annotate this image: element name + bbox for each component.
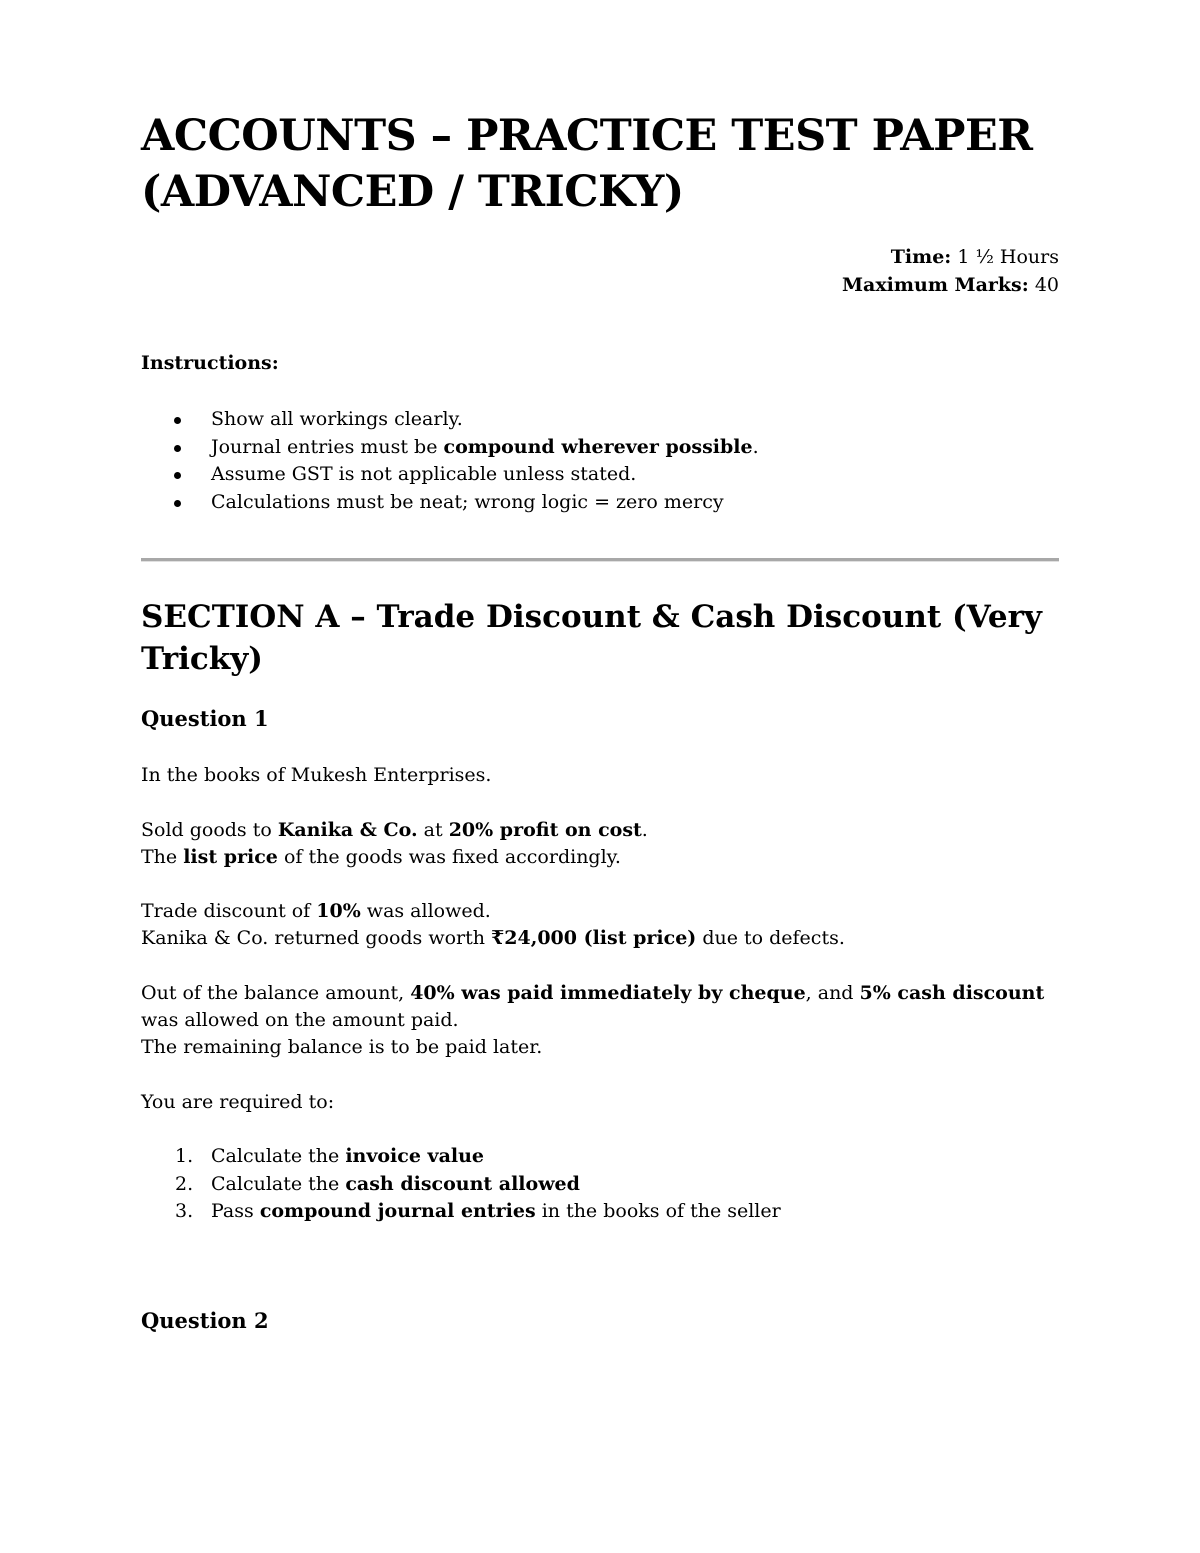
requirement-item: 2. Calculate the cash discount allowed	[175, 1172, 580, 1195]
instruction-item: Assume GST is not applicable unless stated.	[141, 461, 759, 489]
bullet-icon	[174, 500, 181, 507]
exam-meta	[842, 243, 1059, 299]
time-label: Time:	[890, 246, 952, 268]
instruction-item: Journal entries must be compound wherever possible.	[141, 434, 759, 462]
question-1-paragraph-3: Trade discount of 10% was allowed. Kanika & Co. returned goods worth ₹24,000 (list price) due to defects.	[141, 900, 845, 949]
page-title	[141, 108, 1059, 220]
question-1-paragraph-4: Out of the balance amount, 40% was paid immediately by cheque, and 5% cash discount was allowed on the amount paid. The remaining balance is to be paid later.	[141, 982, 1045, 1058]
requirements-list	[141, 1143, 781, 1226]
marks-label: Maximum Marks:	[842, 274, 1029, 296]
requirement-item: 1. Calculate the invoice value	[175, 1145, 485, 1167]
section-a-title: SECTION A – Trade Discount & Cash Discount (Very Tricky)	[141, 599, 1042, 677]
requirement-item: 3. Pass compound journal entries in the books of the seller	[175, 1200, 781, 1222]
horizontal-divider	[141, 558, 1059, 562]
marks-value: 40	[1028, 274, 1059, 296]
question-1-intro: In the books of Mukesh Enterprises.	[141, 764, 492, 786]
title-line-2: (ADVANCED / TRICKY)	[141, 167, 684, 217]
question-1-requirement-intro: You are required to:	[141, 1091, 335, 1113]
bullet-icon	[174, 417, 181, 424]
bullet-icon	[174, 445, 181, 452]
instructions-list	[141, 406, 759, 516]
question-2-label: Question 2	[141, 1308, 269, 1333]
question-1-paragraph-2: Sold goods to Kanika & Co. at 20% profit on cost. The list price of the goods was fixed accordingly.	[141, 819, 648, 868]
title-line-1: ACCOUNTS – PRACTICE TEST PAPER	[141, 111, 1033, 161]
instruction-item: Show all workings clearly.	[141, 406, 759, 434]
time-row	[842, 243, 1059, 271]
bullet-icon	[174, 472, 181, 479]
question-1-label: Question 1	[141, 706, 269, 731]
instruction-item: Calculations must be neat; wrong logic = zero mercy	[141, 489, 759, 517]
time-value: 1 ½ Hours	[951, 246, 1059, 268]
instructions-title: Instructions:	[141, 352, 279, 374]
marks-row	[842, 271, 1059, 299]
